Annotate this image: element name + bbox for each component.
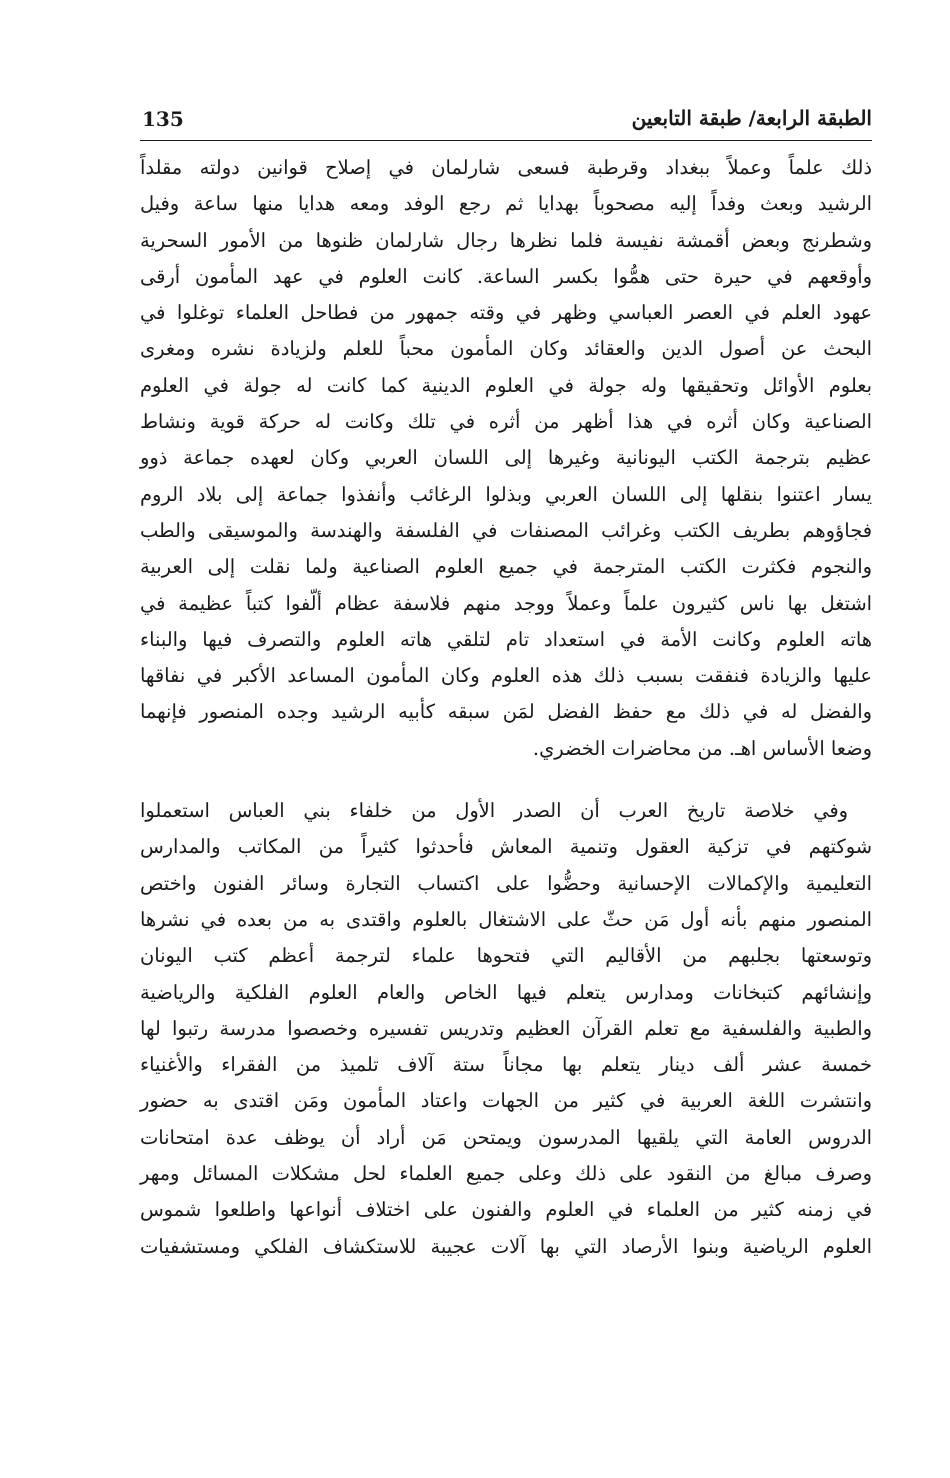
text-line: وضعا الأساس اهـ. من محاضرات الخضري. — [532, 736, 872, 760]
page-number: 135 — [142, 107, 184, 131]
text-line: والفضل له في ذلك مع حفظ الفضل لمَن سبقه كأبيه الرشيد وجده المنصور فإنهما — [140, 700, 872, 724]
text-line: ذلك علماً وعملاً ببغداد وقرطبة فسعى شارلمان في إصلاح قوانين دولته مقلداً — [140, 156, 872, 179]
text-line: خمسة عشر ألف دينار يتعلم بها مجاناً ستة آلاف تلميذ من الفقراء والأغنياء — [140, 1053, 872, 1077]
text-line: فجاؤوهم بطريف الكتب وغرائب المصنفات في الفلسفة والهندسة والموسيقى والطب — [140, 518, 872, 542]
text-line: وإنشائهم كتبخانات ومدارس يتعلم فيها الخاص والعام العلوم الفلكية والرياضية — [140, 980, 872, 1004]
header-rule — [140, 140, 872, 141]
paragraph-1 — [140, 150, 872, 767]
text-line: في زمنه كثير من العلماء في العلوم والفنون على اختلاف أنواعها واطلعوا شموس — [140, 1198, 872, 1222]
body-text — [140, 150, 872, 1265]
text-line: المنصور منهم بأنه أول مَن حثّ على الاشتغال بالعلوم واقتدى به من بعده في نشرها — [140, 907, 872, 931]
text-line: وأوقعهم في حيرة حتى همُّوا بكسر الساعة. كانت العلوم في عهد المأمون أرقى — [140, 264, 872, 288]
text-line: وشطرنج وبعض أقمشة نفيسة فلما نظرها رجال شارلمان ظنوها من الأمور السحرية — [140, 228, 872, 252]
text-line: التعليمية والإكمالات الإحسانية وحضُّوا على اكتساب التجارة وسائر الفنون واختص — [140, 871, 872, 895]
text-line: عهود العلم في العصر العباسي وظهر في وقته جمهور من فطاحل العلماء توغلوا في — [140, 301, 872, 325]
text-line: وانتشرت اللغة العربية في كثير من الجهات واعتاد المأمون ومَن اقتدى به حضور — [140, 1089, 872, 1113]
paragraph-spacer — [140, 767, 872, 793]
text-line: وتوسعتها بجلبهم من الأقاليم التي فتحوها علماء لترجمة أعظم كتب اليونان — [140, 944, 872, 968]
text-line: والنجوم فكثرت الكتب المترجمة في جميع العلوم الصناعية ولما نقلت إلى العربية — [140, 555, 872, 579]
text-line: والطبية والفلسفية مع تعلم القرآن العظيم وتدريس تفسيره وخصصوا مدرسة رتبوا لها — [140, 1016, 872, 1040]
text-line: بعلوم الأوائل وتحقيقها وله جولة في العلوم الدينية كما كانت له جولة في العلوم — [140, 373, 872, 397]
text-line: شوكتهم في تزكية العقول وتنمية المعاش فأحدثوا كثيراً من المكاتب والمدارس — [140, 835, 872, 859]
text-line: عظيم بترجمة الكتب اليونانية وغيرها إلى اللسان العربي وكان لعهده جماعة ذوو — [140, 446, 872, 470]
text-line: الرشيد وبعث وفداً إليه مصحوباً بهدايا ثم رجع الوفد ومعه هدايا منها ساعة وفيل — [140, 192, 872, 216]
text-line: وصرف مبالغ من النقود على ذلك وعلى جميع العلماء لحل مشكلات المسائل ومهر — [140, 1162, 872, 1186]
text-line: عليها والزيادة فنفقت بسبب ذلك هذه العلوم وكان المأمون المساعد الأكبر في نفاقها — [140, 664, 872, 688]
text-line: البحث عن أصول الدين والعقائد وكان المأمون محباً للعلم ولزيادة نشره ومغرى — [140, 337, 872, 361]
text-line: الدروس العامة التي يلقيها المدرسون ويمتحن مَن أراد أن يوظف عدة امتحانات — [140, 1125, 872, 1149]
text-line: اشتغل بها ناس كثيرون علماً وعملاً ووجد منهم فلاسفة عظام ألّفوا كتباً عظيمة في — [140, 591, 872, 615]
paragraph-2 — [140, 793, 872, 1265]
text-line: وفي خلاصة تاريخ العرب أن الصدر الأول من خلفاء بني العباس استعملوا — [140, 799, 848, 823]
text-line: الصناعية وكان أثره في هذا أظهر من أثره في تلك وكانت له حركة قوية ونشاط — [140, 410, 872, 434]
running-head: الطبقة الرابعة/ طبقة التابعين — [631, 106, 872, 130]
text-line: يسار اعتنوا بنقلها إلى اللسان العربي وبذلوا الرغائب وأنفذوا جماعة إلى بلاد الروم — [140, 482, 872, 506]
page-header — [140, 96, 872, 142]
text-line: العلوم الرياضية وبنوا الأرصاد التي بها آلات عجيبة للاستكشاف الفلكي ومستشفيات — [140, 1234, 872, 1258]
text-line: هاته العلوم وكانت الأمة في استعداد تام لتلقي هاته العلوم والتصرف فيها والبناء — [140, 627, 872, 651]
book-page — [140, 96, 872, 1396]
